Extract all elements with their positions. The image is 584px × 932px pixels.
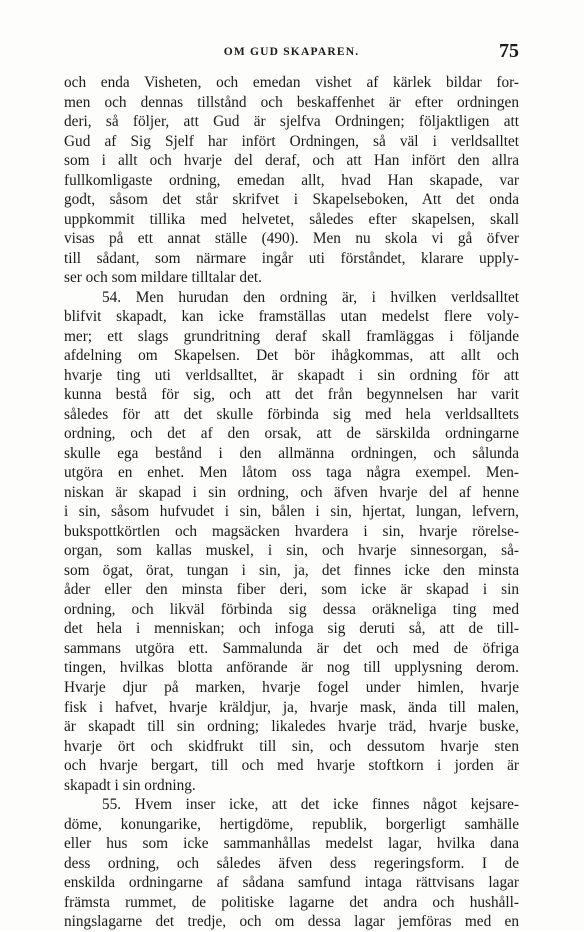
text-line: som i allt och hvarje del deraf, och att Han infört den allra <box>64 152 519 170</box>
text-line: ser och som mildare tilltalar det. <box>64 269 262 287</box>
text-line: skapadt i sin ordning. <box>64 776 196 794</box>
text-line: 55. Hvem inser icke, att det icke finnes något kejsare- <box>102 796 519 814</box>
text-line: 54. Men hurudan den ordning är, i hvilken verldsalltet <box>102 288 519 306</box>
text-line: hvarje ört och skidfrukt till sin, och dessutom hvarje sten <box>64 737 519 755</box>
text-line: organ, som kallas muskel, i sin, och hvarje sinnesorgan, så- <box>64 542 519 560</box>
text-line: Hvarje djur på marken, hvarje fogel under himlen, hvarje <box>64 678 519 696</box>
page-header <box>64 40 519 62</box>
text-line: som ögat, örat, tungan i sin, ja, det finnes icke den minsta <box>64 561 519 579</box>
text-line: niskan är skapad i sin ordning, och äfven hvarje del af henne <box>64 483 519 501</box>
text-line: fisk i hafvet, hvarje kräldjur, ja, hvarje mask, ända till malen, <box>64 698 519 716</box>
text-line: således för att det skulle förbinda sig med hela verldsalltets <box>64 405 519 423</box>
text-line: godt, såsom det står skrifvet i Skapelseboken, Att det onda <box>64 191 519 209</box>
text-line: sammans utgöra ett. Sammalunda är det och med de öfriga <box>64 639 519 657</box>
text-line: fullkomligaste ordning, emedan allt, hvad Han skapade, var <box>64 171 519 189</box>
text-line: eller hus som icke sammanhållas medelst lagar, hvilka dana <box>64 835 519 853</box>
text-line: ningslagarne det tredje, och om dessa lagar jemföras med en <box>64 913 519 931</box>
text-line: det hela i menniskan; och infoga sig deruti så, att de till- <box>64 620 519 638</box>
text-line: i sin, såsom hufvudet i sin, bålen i sin, hjertat, lungan, lefvern, <box>64 503 519 521</box>
text-line: åder eller den minsta fiber deri, som icke är skapad i sin <box>64 581 519 599</box>
text-line: till sådant, som närmare ingår uti förståndet, klarare upply- <box>64 249 519 267</box>
text-line: deri, så följer, att Gud är sjelfva Ordningen; följaktligen att <box>64 113 519 131</box>
text-line: ordning, och det af den orsak, att de särskilda ordningarne <box>64 425 519 443</box>
text-line: är skapadt till sin ordning; likaledes hvarje träd, hvarje buske, <box>64 718 519 736</box>
body-text <box>64 73 519 932</box>
text-line: bukspottkörtlen och magsäcken hvardera i sin, hvarje rörelse- <box>64 522 519 540</box>
page-number: 75 <box>499 40 519 62</box>
running-title: OM GUD SKAPAREN. <box>223 46 360 58</box>
text-line: utgöra en enhet. Men låtom oss taga några exempel. Men- <box>64 464 519 482</box>
text-line: men och dennas tillstånd och beskaffenhet är efter ordningen <box>64 93 519 111</box>
text-line: och hvarje bergart, till och med hvarje stoftkorn i jorden är <box>64 757 519 775</box>
text-line: ordning, och likväl förbinda sig dessa oräkneliga ting med <box>64 600 519 618</box>
text-line: mer; ett slags grundritning deraf skall framläggas i följande <box>64 327 519 345</box>
text-line: hvarje ting uti verldsalltet, är skapadt i sin ordning för att <box>64 366 519 384</box>
text-line: enskilda ordningarne af sådana samfund intaga rättvisans lagar <box>64 874 519 892</box>
text-line: och enda Visheten, och emedan vishet af kärlek bildar for- <box>64 74 519 91</box>
text-line: kunna bestå för sig, och att det från begynnelsen har varit <box>64 386 519 404</box>
text-line: döme, konungarike, hertigdöme, republik, borgerligt samhälle <box>64 815 519 833</box>
text-line: blifvit skapadt, kan icke framställas utan medelst flere voly- <box>64 308 519 326</box>
text-line: tingen, hvilkas blotta anförande är nog till upplysning derom. <box>64 659 519 677</box>
text-line: Gud af Sig Sjelf har infört Ordningen, så väl i verldsalltet <box>64 132 519 150</box>
text-line: afdelning om Skapelsen. Det bör ihågkommas, att allt och <box>64 347 519 365</box>
text-line: främsta rummet, de politiske lagarne det andra och hushåll- <box>64 893 519 911</box>
text-line: dess ordning, och således äfven dess regeringsform. I de <box>64 854 519 872</box>
text-line: visas på ett annat ställe (490). Men nu skola vi gå öfver <box>64 230 519 248</box>
text-line: uppkommit tillika med helvetet, således efter skapelsen, skall <box>64 210 519 228</box>
text-line: skulle ega bestånd i den allmänna ordningen, och sålunda <box>64 444 519 462</box>
